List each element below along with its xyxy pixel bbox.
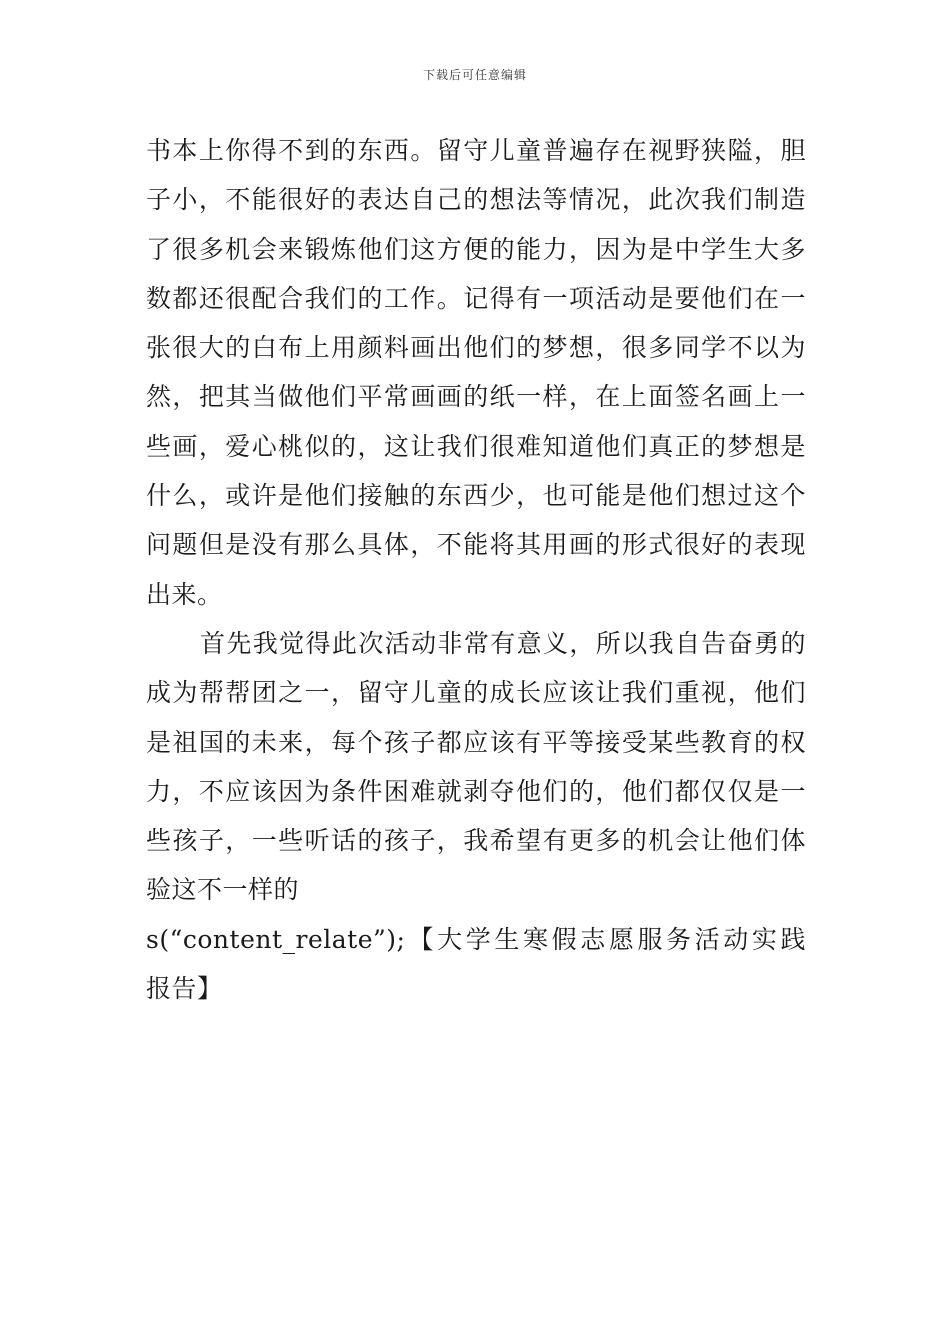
text-line: 问题但是没有那么具体，不能将其用画的形式很好的表现 (146, 530, 806, 560)
text-line: 些孩子，一些听话的孩子，我希望有更多的机会让他们体 (146, 826, 806, 856)
text-line: 子小，不能很好的表达自己的想法等情况，此次我们制造 (146, 185, 806, 215)
page-header: 下载后可任意编辑 (422, 68, 527, 82)
text-line: 些画，爱心桃似的，这让我们很难知道他们真正的梦想是 (146, 431, 806, 461)
document-body (146, 126, 806, 1013)
text-line: 然，把其当做他们平常画画的纸一样，在上面签名画上一 (146, 382, 806, 412)
text-line: 力，不应该因为条件困难就剥夺他们的，他们都仅仅是一 (146, 776, 806, 806)
text-line: 什么，或许是他们接触的东西少，也可能是他们想过这个 (146, 481, 806, 511)
paragraph-1 (146, 126, 806, 619)
text-line: 报告】 (146, 974, 223, 1004)
paragraph-2 (146, 619, 806, 915)
text-line: s(“content_relate”);【大学生寒假志愿服务活动实践 (146, 924, 806, 954)
code-paragraph (146, 915, 806, 1014)
text-line: 了很多机会来锻炼他们这方便的能力，因为是中学生大多 (146, 234, 806, 264)
text-line: 数都还很配合我们的工作。记得有一项活动是要他们在一 (146, 283, 806, 313)
text-line: 首先我觉得此次活动非常有意义，所以我自告奋勇的 (200, 628, 806, 658)
text-line: 验这不一样的 (146, 875, 300, 905)
text-line: 出来。 (146, 579, 223, 609)
text-line: 书本上你得不到的东西。留守儿童普遍存在视野狭隘，胆 (146, 136, 806, 165)
text-line: 成为帮帮团之一，留守儿童的成长应该让我们重视，他们 (146, 678, 806, 708)
text-line: 张很大的白布上用颜料画出他们的梦想，很多同学不以为 (146, 333, 806, 363)
text-line: 是祖国的未来，每个孩子都应该有平等接受某些教育的权 (146, 727, 806, 757)
